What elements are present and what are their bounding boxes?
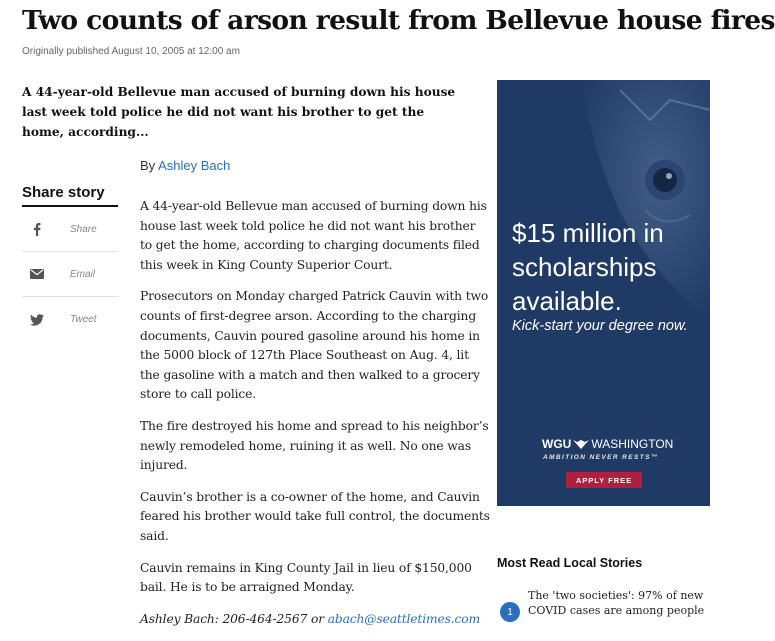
article-paragraph: Cauvin’s brother is a co-owner of the home, and Cauvin feared his brother would take full control, the documents said. xyxy=(140,489,490,543)
article-paragraph: A 44-year-old Bellevue man accused of burning down his house last week told police he did not want his brother to get the home, according to charging documents filed this week in King County Superior Court. xyxy=(140,199,487,272)
article-paragraph: The fire destroyed his home and spread to his neighbor’s newly remodeled home, ruining it as well. No one was injured. xyxy=(140,418,489,473)
share-twitter-button[interactable] xyxy=(22,297,118,342)
brand-right: WASHINGTON xyxy=(591,437,674,451)
ad-brand-logo xyxy=(542,437,673,451)
article-body xyxy=(140,197,490,641)
share-panel xyxy=(22,184,118,342)
apply-free-button[interactable]: APPLY FREE xyxy=(566,472,642,488)
share-email-button[interactable] xyxy=(22,252,118,297)
email-icon xyxy=(24,269,50,279)
facebook-icon xyxy=(24,223,50,236)
ad-tagline: Kick-start your degree now. xyxy=(512,318,688,334)
contact-text: Ashley Bach: 206-464-2567 or xyxy=(140,611,324,626)
author-email-link[interactable]: abach@seattletimes.com xyxy=(327,611,481,626)
byline-prefix: By xyxy=(140,158,156,173)
owl-logo-icon xyxy=(573,440,589,449)
brand-left: WGU xyxy=(542,437,572,451)
share-label: Share xyxy=(70,223,97,235)
article-paragraph: Prosecutors on Monday charged Patrick Cauvin with two counts of first-degree arson. According to the charging documents, Cauvin poured gasoline around his home in the 5000 block of 127th Place Southeast on Aug. 4, lit the gasoline with a match and then walked to a grocery store to call police. xyxy=(140,289,489,402)
ad-headline: $15 million in scholarships available. xyxy=(512,218,664,316)
tweet-label: Tweet xyxy=(70,314,97,325)
share-facebook-button[interactable] xyxy=(22,207,118,252)
ad-motto: AMBITION NEVER RESTS™ xyxy=(543,454,659,461)
twitter-icon xyxy=(24,314,50,326)
email-label: Email xyxy=(70,268,96,280)
rank-badge: 1 xyxy=(500,602,520,622)
article-paragraph: Cauvin remains in King County Jail in lieu of $150,000 bail. He is to be arraigned Monday. xyxy=(140,560,472,595)
publish-date: Originally published August 10, 2005 at 12:00 am xyxy=(22,46,240,57)
author-link[interactable]: Ashley Bach xyxy=(158,158,231,173)
byline xyxy=(140,158,230,173)
article-headline: Two counts of arson result from Bellevue house fires xyxy=(22,5,775,36)
most-read-headline[interactable]: The 'two societies': 97% of new COVID cases are among people xyxy=(528,589,705,617)
advertisement[interactable] xyxy=(497,80,710,506)
share-title: Share story xyxy=(22,184,118,207)
most-read-title: Most Read Local Stories xyxy=(497,556,643,570)
article-summary: A 44-year-old Bellevue man accused of burning down his house last week told police he did not want his brother to get the home, according... xyxy=(22,85,456,139)
author-contact xyxy=(140,610,490,630)
most-read-item[interactable] xyxy=(497,588,710,616)
